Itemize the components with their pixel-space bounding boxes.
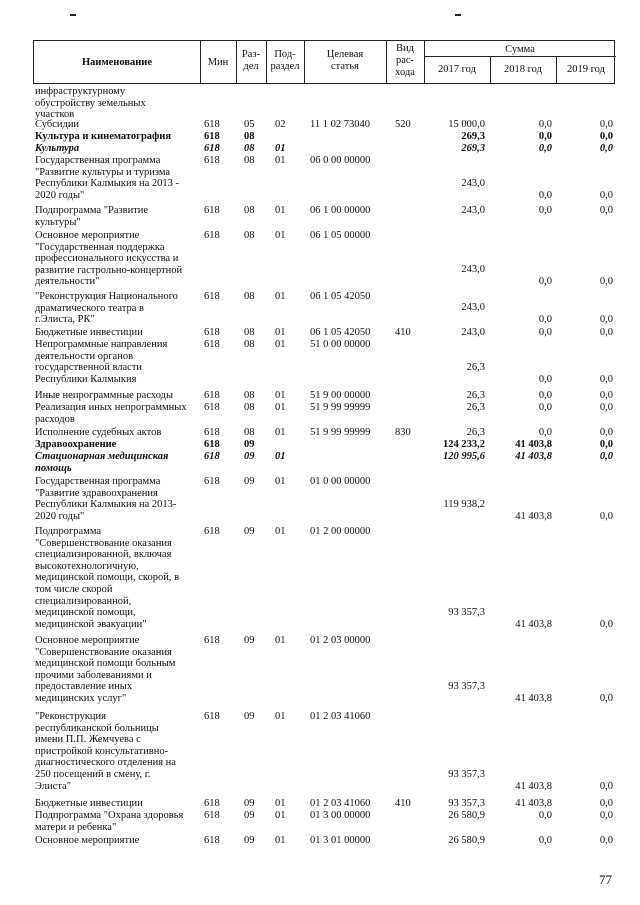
cell-pod: 01 [275,427,286,438]
header-min: Мин [207,57,229,68]
cell-name: Культура [35,143,80,154]
cell-v18: 0,0 [538,374,552,385]
cell-pod: 01 [275,476,286,487]
cell-raz: 08 [244,143,255,154]
cell-vid: 410 [395,327,411,338]
cell-cel: 06 1 05 42050 [310,291,371,302]
cell-name: Иные непрограммные расходы [35,390,174,401]
cell-v17: 120 995,6 [443,451,485,462]
cell-cel: 51 9 99 99999 [310,402,371,413]
cell-min: 618 [204,798,220,809]
cell-raz: 09 [244,476,255,487]
cell-min: 618 [204,451,220,462]
cell-min: 618 [204,205,220,216]
cell-raz: 08 [244,131,255,142]
cell-min: 618 [204,711,220,722]
cell-v18: 41 403,8 [515,439,552,450]
cell-vid: 830 [395,427,411,438]
cell-cel: 51 0 00 00000 [310,339,371,350]
cell-pod: 01 [275,155,286,166]
cell-v17: 26,3 [466,390,485,401]
cell-v18: 41 403,8 [515,451,552,462]
cell-cel: 11 1 02 73040 [310,119,370,130]
cell-v17: 26,3 [466,427,485,438]
cell-v19: 0,0 [599,143,613,154]
cell-name: Основное мероприятие "Совершенствование оказания медицинской помощи больным прочими заболеваниями и предоставление иных медицинских услуг" [35,635,176,704]
cell-v18: 41 403,8 [515,781,552,792]
cell-v19: 0,0 [599,390,613,401]
cell-raz: 09 [244,635,255,646]
cell-pod: 01 [275,205,286,216]
cell-v18: 0,0 [538,390,552,401]
cell-cel: 06 1 05 00000 [310,230,371,241]
header-2019: 2019 год [567,64,605,75]
cell-v18: 0,0 [538,143,552,154]
cell-v17: 124 233,2 [443,439,485,450]
cell-name: Непрограммные направления деятельности органов государственной власти Республики Калмыкия [35,339,168,385]
cell-raz: 08 [244,327,255,338]
cell-cel: 51 9 99 99999 [310,427,371,438]
cell-v19: 0,0 [599,798,613,809]
cell-v17: 26 580,9 [448,810,485,821]
cell-v18: 0,0 [538,276,552,287]
scan-mark-left [70,14,76,16]
cell-v18: 0,0 [538,190,552,201]
cell-name: Культура и кинематография [35,131,172,142]
cell-pod: 01 [275,635,286,646]
cell-raz: 08 [244,155,255,166]
cell-raz: 08 [244,390,255,401]
cell-min: 618 [204,327,220,338]
cell-v19: 0,0 [599,835,613,846]
cell-min: 618 [204,810,220,821]
cell-cel: 01 2 03 41060 [310,711,371,722]
cell-cel: 01 3 01 00000 [310,835,371,846]
cell-v17: 119 938,2 [443,499,485,511]
cell-raz: 09 [244,711,255,722]
cell-min: 618 [204,402,220,413]
cell-min: 618 [204,390,220,401]
cell-v18: 0,0 [538,314,552,325]
cell-vid: 520 [395,119,411,130]
cell-pod: 01 [275,339,286,350]
cell-name: Бюджетные инвестиции [35,327,143,338]
cell-v17: 93 357,3 [448,769,485,781]
cell-v19: 0,0 [599,619,613,630]
header-podrazdel: Под- раздел [270,49,300,72]
cell-v17: 26,3 [466,362,485,374]
cell-raz: 09 [244,798,255,809]
cell-name: Здравоохранение [35,439,117,450]
cell-min: 618 [204,427,220,438]
cell-v17: 243,0 [461,205,485,216]
cell-v17: 269,3 [461,143,485,154]
cell-v19: 0,0 [599,374,613,385]
cell-v17: 243,0 [461,178,485,190]
cell-v19: 0,0 [599,402,613,413]
cell-v19: 0,0 [599,276,613,287]
cell-v19: 0,0 [599,119,613,130]
cell-cel: 51 9 00 00000 [310,390,371,401]
cell-v19: 0,0 [599,131,613,142]
cell-v18: 41 403,8 [515,798,552,809]
cell-cel: 06 1 05 42050 [310,327,371,338]
cell-pod: 01 [275,810,286,821]
cell-name: Реализация иных непрограммных расходов [35,402,187,425]
cell-v19: 0,0 [599,314,613,325]
cell-v17: 243,0 [461,264,485,276]
cell-v17: 15 000,0 [448,119,485,130]
cell-v17: 93 357,3 [448,798,485,809]
cell-v19: 0,0 [599,439,613,450]
header-name: Наименование [82,57,152,68]
cell-v18: 0,0 [538,131,552,142]
cell-cel: 01 2 00 00000 [310,526,371,537]
cell-v19: 0,0 [599,781,613,792]
cell-pod: 01 [275,451,286,462]
cell-raz: 09 [244,451,255,462]
cell-name: "Реконструкция республиканской больницы имени П.П. Жемчуева с пристройкой консультативно- диагностического отделения на 250 посещений в смену, г. Элиста" [35,711,176,792]
cell-v18: 0,0 [538,119,552,130]
cell-raz: 08 [244,427,255,438]
cell-cel: 06 0 00 00000 [310,155,371,166]
cell-name: Государственная программа "Развитие здравоохранения Республики Калмыкия на 2013- 2020 годы" [35,476,177,522]
cell-raz: 09 [244,835,255,846]
header-vid: Вид рас- хода [395,43,415,78]
cell-raz: 09 [244,439,255,450]
cell-v17: 26,3 [466,402,485,413]
cell-v18: 41 403,8 [515,619,552,630]
cell-name: Бюджетные инвестиции [35,798,143,809]
cell-cel: 01 2 03 41060 [310,798,371,809]
header-summa: Сумма [505,44,535,55]
cell-cel: 01 2 03 00000 [310,635,371,646]
cell-pod: 01 [275,835,286,846]
cell-name: Стационарная медицинская помощь [35,451,169,474]
cell-raz: 08 [244,339,255,350]
cell-v18: 0,0 [538,427,552,438]
cell-v17: 93 357,3 [448,681,485,693]
cell-v19: 0,0 [599,205,613,216]
cell-v18: 0,0 [538,810,552,821]
cell-v18: 0,0 [538,327,552,338]
cell-min: 618 [204,439,220,450]
cell-v19: 0,0 [599,693,613,704]
cell-raz: 08 [244,230,255,241]
cell-pod: 01 [275,390,286,401]
cell-v18: 0,0 [538,402,552,413]
cell-min: 618 [204,131,220,142]
cell-v17: 269,3 [461,131,485,142]
cell-v19: 0,0 [599,511,613,522]
cell-raz: 05 [244,119,255,130]
header-celevaya: Целевая статья [326,49,364,72]
cell-min: 618 [204,143,220,154]
cell-min: 618 [204,835,220,846]
cell-pod: 01 [275,143,286,154]
cell-raz: 09 [244,810,255,821]
cell-name: инфраструктурному обустройству земельных участков [35,86,146,121]
cell-cel: 01 3 00 00000 [310,810,371,821]
cell-v18: 0,0 [538,835,552,846]
cell-raz: 08 [244,291,255,302]
cell-pod: 01 [275,291,286,302]
cell-pod: 01 [275,711,286,722]
cell-min: 618 [204,119,220,130]
cell-v17: 26 580,9 [448,835,485,846]
cell-v18: 41 403,8 [515,693,552,704]
cell-pod: 01 [275,798,286,809]
scan-mark-right [455,14,461,16]
cell-min: 618 [204,339,220,350]
cell-v19: 0,0 [599,451,613,462]
cell-v18: 41 403,8 [515,511,552,522]
cell-cel: 06 1 00 00000 [310,205,371,216]
page-number: 77 [599,872,612,887]
cell-v19: 0,0 [599,190,613,201]
cell-v17: 243,0 [461,327,485,338]
cell-v19: 0,0 [599,327,613,338]
cell-min: 618 [204,635,220,646]
cell-v18: 0,0 [538,205,552,216]
cell-cel: 01 0 00 00000 [310,476,371,487]
cell-raz: 08 [244,205,255,216]
table-header [33,40,615,84]
header-2017: 2017 год [438,64,476,75]
cell-min: 618 [204,476,220,487]
cell-pod: 01 [275,402,286,413]
cell-name: Подпрограмма "Охрана здоровья матери и ребенка" [35,810,184,833]
cell-name: Исполнение судебных актов [35,427,162,438]
cell-raz: 08 [244,402,255,413]
cell-name: Подпрограмма "Совершенствование оказания специализированной, включая высокотехнологичную, медицинской помощи, скорой, в том числе скорой специализированной, медицинской помощи, медицинской эвакуации" [35,526,180,630]
cell-min: 618 [204,155,220,166]
cell-min: 618 [204,526,220,537]
cell-v19: 0,0 [599,427,613,438]
cell-v19: 0,0 [599,810,613,821]
cell-name: "Реконструкция Национального драматического театра в г.Элиста, РК" [35,291,178,326]
cell-pod: 01 [275,327,286,338]
cell-v17: 243,0 [461,302,485,314]
cell-min: 618 [204,291,220,302]
cell-name: Субсидии [35,119,80,130]
cell-pod: 02 [275,119,286,130]
cell-name: Государственная программа "Развитие культуры и туризма Республики Калмыкия на 2013 - 2020 годы" [35,155,180,201]
header-razdel: Раз- дел [241,49,261,72]
cell-name: Основное мероприятие [35,835,140,846]
cell-v17: 93 357,3 [448,607,485,619]
cell-name: Основное мероприятие "Государственная поддержка профессионального искусства и развитие гастрольно-концертной деятельности" [35,230,183,288]
cell-name: Подпрограмма "Развитие культуры" [35,205,149,228]
cell-pod: 01 [275,230,286,241]
cell-pod: 01 [275,526,286,537]
cell-raz: 09 [244,526,255,537]
header-2018: 2018 год [504,64,542,75]
cell-vid: 410 [395,798,411,809]
cell-min: 618 [204,230,220,241]
